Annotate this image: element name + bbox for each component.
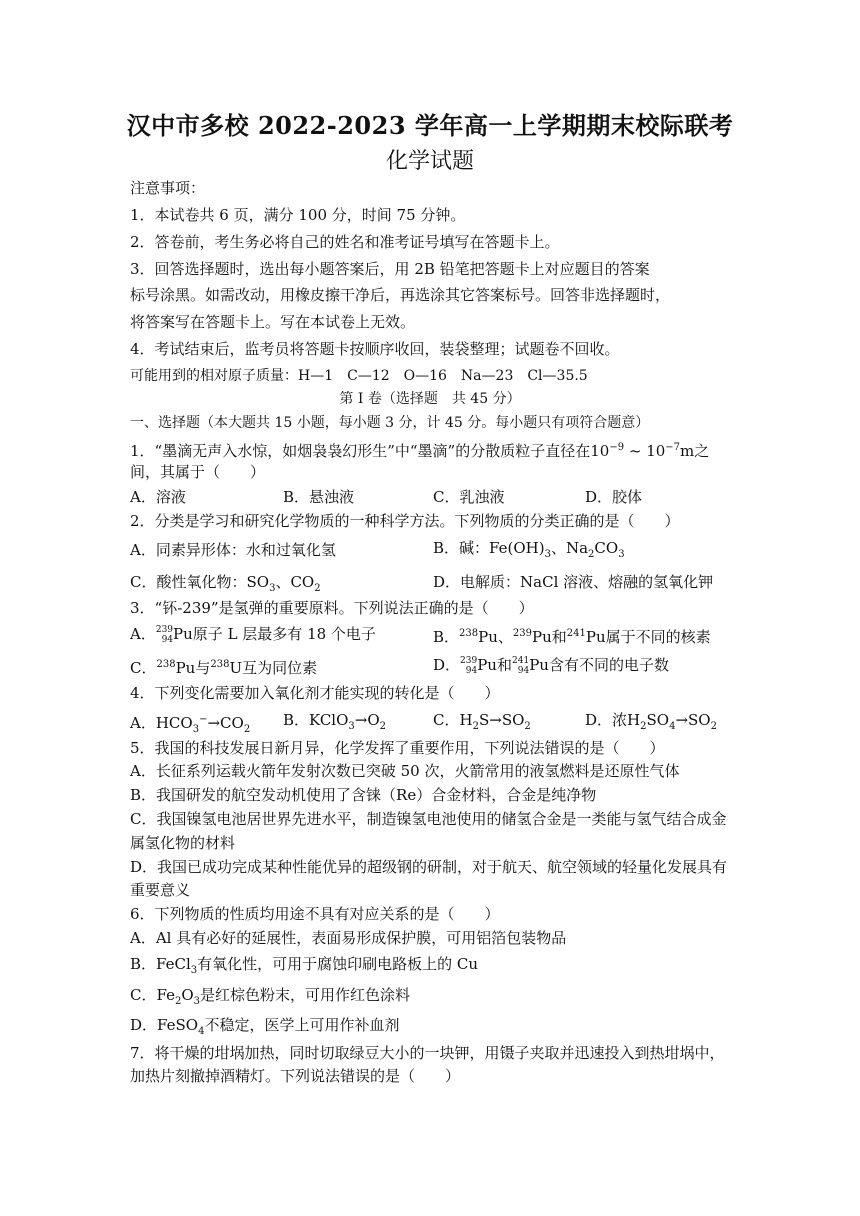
q5-option-d-cont: 重要意义	[130, 881, 191, 899]
q3-option-c: C．$^{238}$Pu与$^{238}$U互为同位素	[130, 659, 318, 677]
q6-option-b: B．FeCl$_3$有氧化性，可用于腐蚀印刷电路板上的 Cu	[130, 955, 479, 976]
q1-range: $10^{-9}$ ~ $10^{-7}m$	[590, 442, 695, 460]
q1-stem-text: 1．“墨滴无声入水惊，如烟袅袅幻形生”中“墨滴”的分散质粒子直径在	[130, 442, 591, 460]
q3-option-b: B．$^{238}$Pu、$^{239}$Pu和$^{241}$Pu属于不同的核素	[433, 628, 711, 646]
section-instructions: 一、选择题（本大题共 15 小题，每小题 3 分，计 45 分。每小题只有项符合题意）	[130, 415, 650, 431]
q3-option-a: A． 239 94 Pu原子 L 层最多有 18 个电子	[130, 625, 376, 645]
q5-stem: 5．我国的科技发展日新月异，化学发挥了重要作用，下列说法错误的是（ ）	[130, 739, 665, 757]
q5-option-a: A．长征系列运载火箭年发射次数已突破 50 次，火箭常用的液氢燃料是还原性气体	[130, 762, 680, 780]
q4-option-c: C．$H_2S\to SO_2$	[433, 711, 531, 732]
q1-option-a: A．溶液	[130, 488, 186, 506]
q3-stem: 3．“钚-239”是氢弹的重要原料。下列说法正确的是（ ）	[130, 599, 534, 617]
q1-option-c: C．乳浊液	[433, 488, 505, 506]
q5-option-c: C．我国镍氢电池居世界先进水平，制造镍氢电池使用的储氢合金是一类能与氢气结合成金	[130, 810, 727, 828]
q1-stem: 1．“墨滴无声入水惊，如烟袅袅幻形生”中“墨滴”的分散质粒子直径在$10^{-9}$ ~ $10^{-7}m$之	[130, 442, 710, 460]
q1-stem-cont: 间，其属于（ ）	[130, 463, 266, 481]
q2-option-c: C．酸性氧化物：$SO_3$、$CO_2$	[130, 573, 321, 594]
atomic-masses: 可能用到的相对原子质量：H—1 C—12 O—16 Na—23 Cl—35.5	[130, 368, 588, 384]
q6-stem: 6．下列物质的性质均用途不具有对应关系的是（ ）	[130, 905, 500, 923]
q6-option-d: D．FeSO$_4$不稳定，医学上可用作补血剂	[130, 1016, 400, 1037]
q4-option-b: B．$KClO_3\to O_2$	[283, 711, 387, 732]
q2-option-d: D．电解质：NaCl 溶液、熔融的氢氧化钾	[433, 573, 714, 591]
q2-stem: 2．分类是学习和研究化学物质的一种科学方法。下列物质的分类正确的是（ ）	[130, 512, 680, 530]
notice-item-2: 2．答卷前，考生务必将自己的姓名和准考证号填写在答题卡上。	[130, 233, 560, 251]
notice-item-3-cont: 标号涂黑。如需改动，用橡皮擦干净后，再选涂其它答案标号。回答非选择题时，	[130, 286, 671, 304]
q5-option-c-cont: 属氢化物的材料	[130, 834, 236, 852]
notice-item-1: 1．本试卷共 6 页，满分 100 分，时间 75 分钟。	[130, 206, 466, 224]
q1-option-b: B．悬浊液	[283, 488, 355, 506]
q2-option-a: A．同素异形体：水和过氧化氢	[130, 541, 336, 559]
q6-option-c: C．$Fe_2O_3$是红棕色粉末，可用作红色涂料	[130, 986, 411, 1007]
q6-option-a: A．Al 具有必好的延展性，表面易形成保护膜，可用铝箔包装物品	[130, 929, 567, 947]
q1-option-d: D．胶体	[585, 488, 643, 506]
q4-stem: 4．下列变化需要加入氧化剂才能实现的转化是（ ）	[130, 684, 500, 702]
q5-option-b: B．我国研发的航空发动机使用了含铼（Re）合金材料，合金是纯净物	[130, 786, 597, 804]
q3-option-d: D． 239 94 Pu和 241 94 Pu含有不同的电子数	[433, 656, 669, 676]
q7-stem-cont: 加热片刻撤掉酒精灯。下列说法错误的是（ ）	[130, 1067, 461, 1085]
q4-option-a: A．$HCO_3^-\to CO_2$	[130, 714, 251, 735]
notice-heading: 注意事项：	[130, 179, 206, 197]
q4-option-d: D．浓$H_2SO_4\to SO_2$	[585, 711, 717, 732]
exam-title: 汉中市多校 2022-2023 学年高一上学期期末校际联考	[126, 111, 734, 140]
q5-option-d: D．我国已成功完成某种性能优异的超级钢的研制，对于航天、航空领域的轻量化发展具有	[130, 858, 728, 876]
notice-item-3-cont2: 将答案写在答题卡上。写在本试卷上无效。	[130, 313, 416, 331]
section-heading: 第 I 卷（选择题 共 45 分）	[339, 391, 521, 407]
notice-item-4: 4．考试结束后，监考员将答题卡按顺序收回，装袋整理；试题卷不回收。	[130, 340, 620, 358]
notice-item-3: 3．回答选择题时，选出每小题答案后，用 2B 铅笔把答题卡上对应题目的答案	[130, 260, 650, 278]
q7-stem: 7．将干燥的坩埚加热，同时切取绿豆大小的一块钾，用镊子夹取并迅速投入到热坩埚中，	[130, 1044, 725, 1062]
exam-subtitle: 化学试题	[385, 149, 474, 174]
q2-option-b: B．碱：$Fe(OH)_3$、$Na_2CO_3$	[433, 539, 625, 560]
